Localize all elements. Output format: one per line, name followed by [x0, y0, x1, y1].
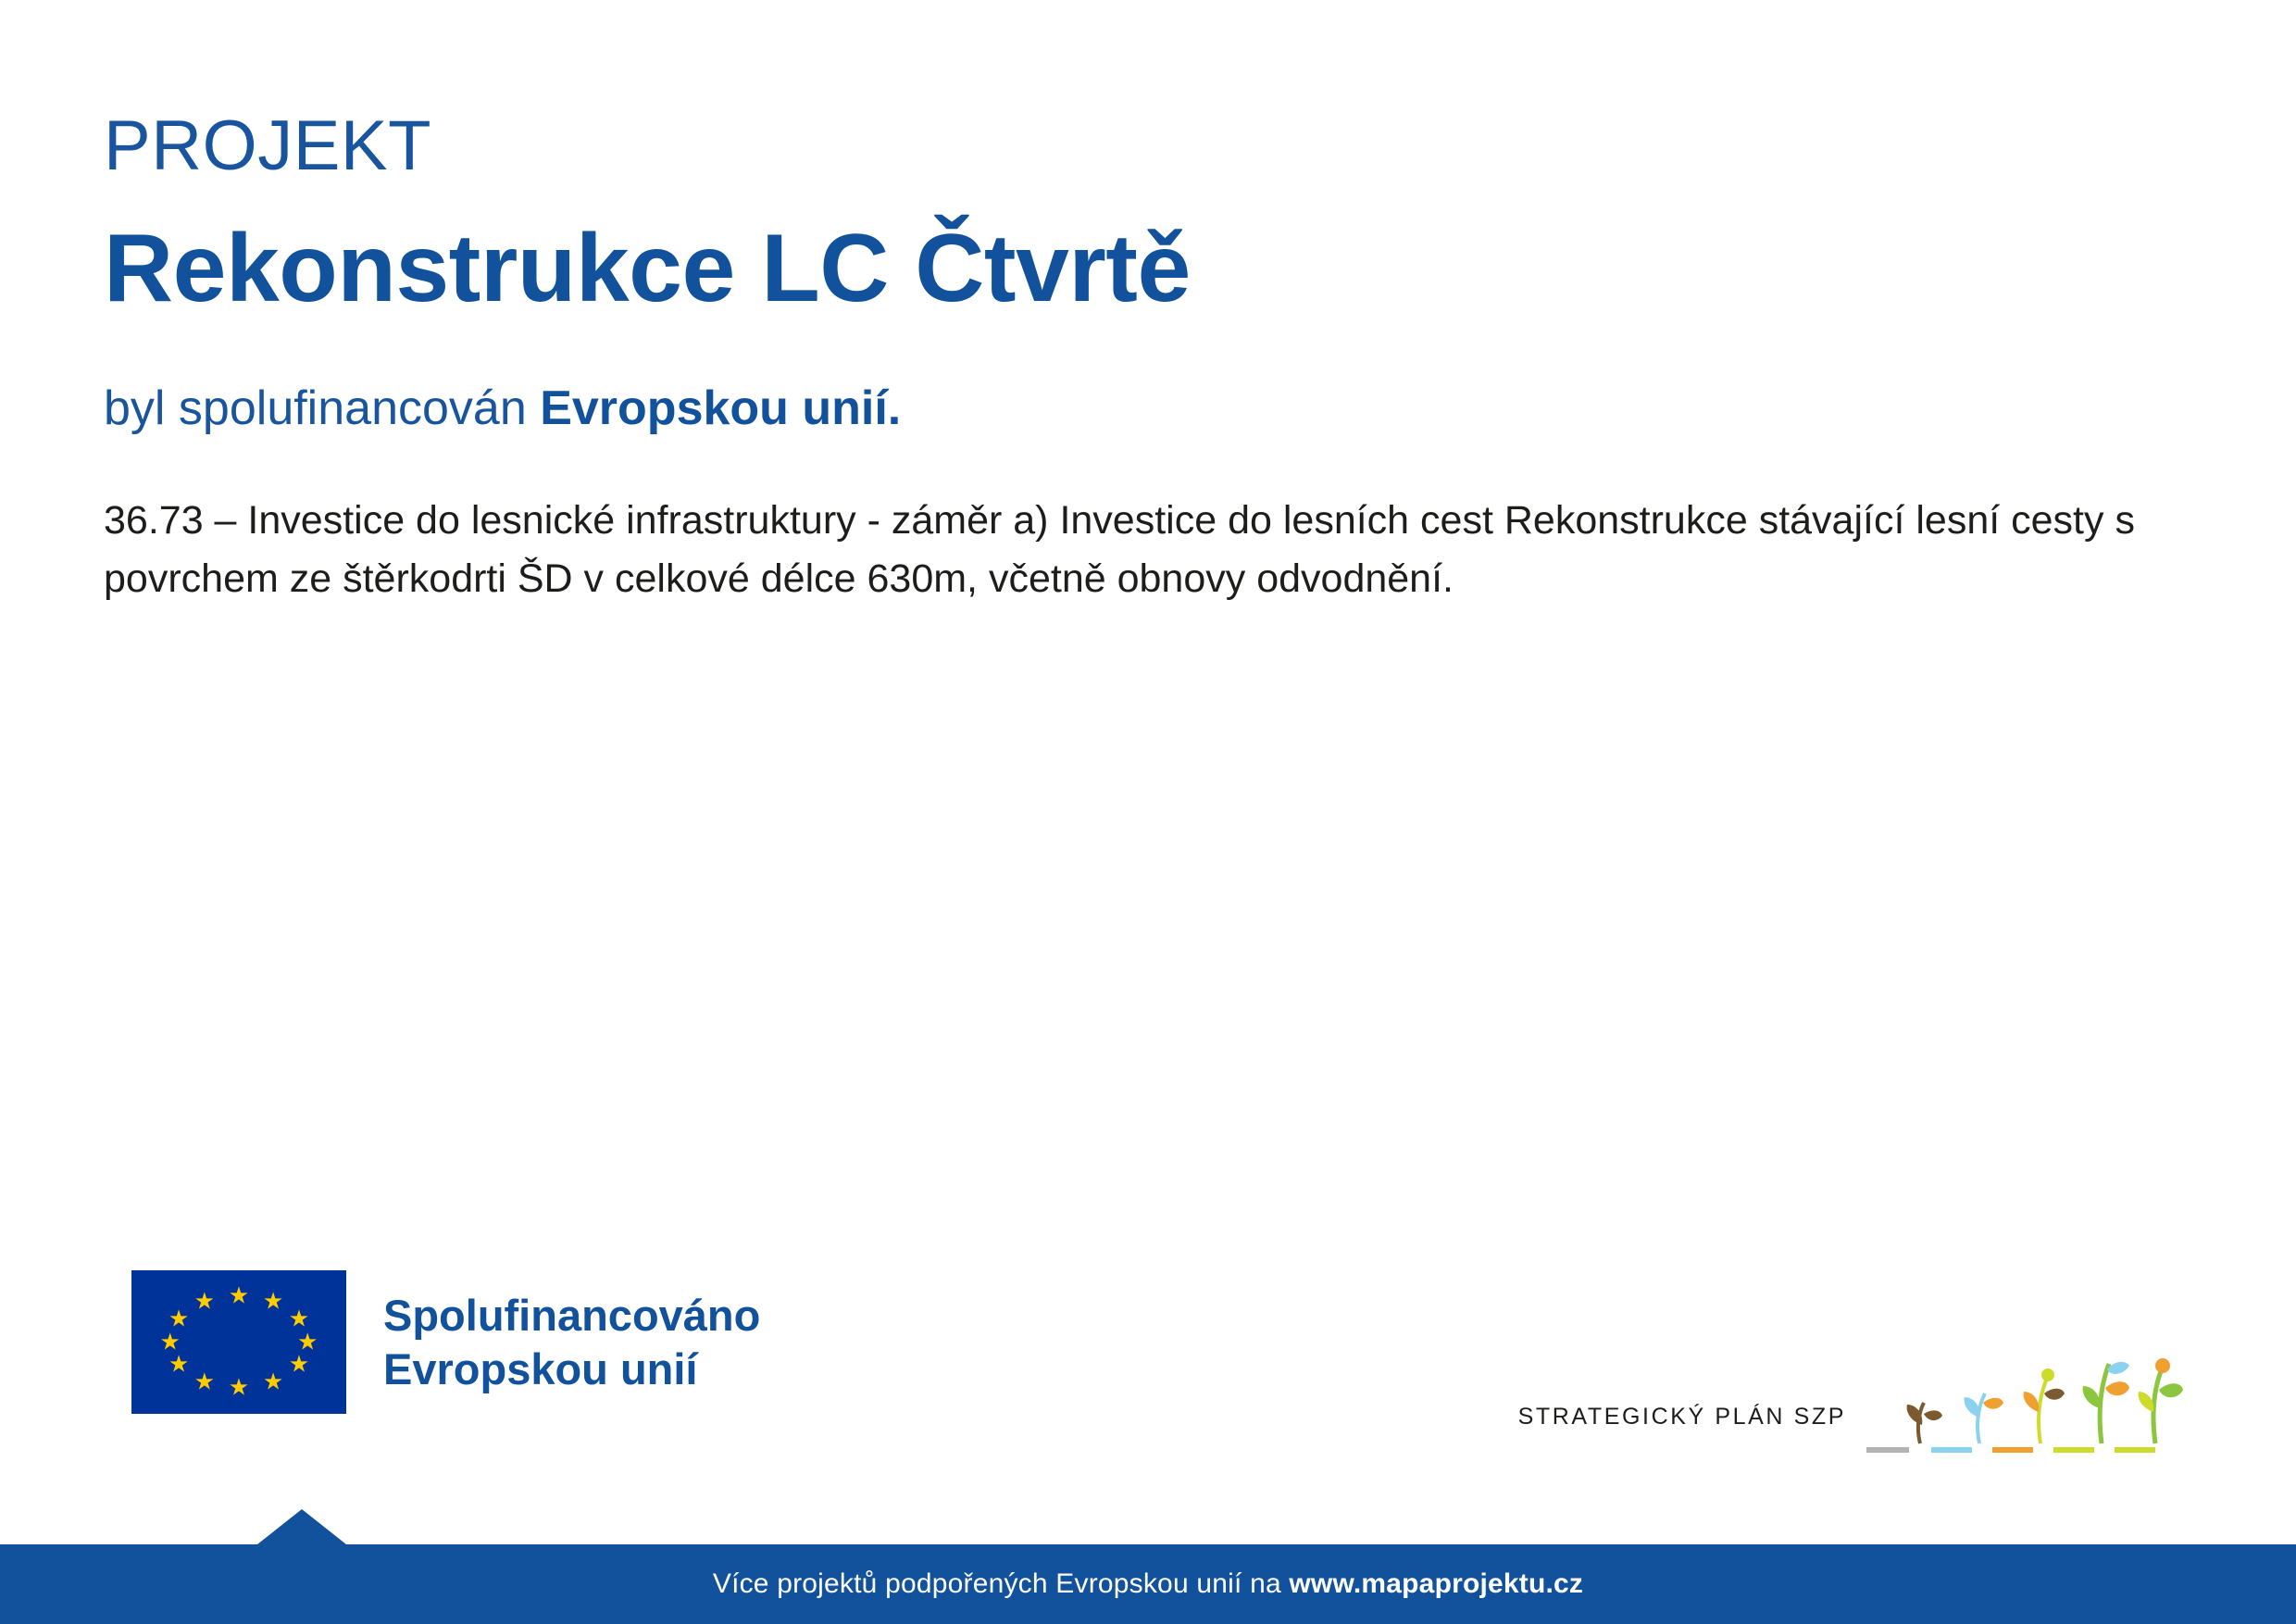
funding-statement-prefix: byl spolufinancován	[104, 381, 541, 436]
eu-star: ★	[262, 1368, 284, 1395]
eu-star: ★	[168, 1305, 190, 1332]
footer-text	[713, 1568, 1583, 1600]
page-title: Rekonstrukce LC Čtvrtě	[104, 214, 1191, 322]
project-description: 36.73 – Investice do lesnické infrastruktury - záměr a) Investice do lesních cest Rekonstrukce stávající lesní cesty s povrchem ze štěrkodrti ŠD v celkové délce 630m, včetně obnovy odvodnění.	[104, 497, 2135, 602]
eu-star: ★	[297, 1329, 318, 1355]
eu-star: ★	[262, 1288, 284, 1315]
eu-cofinanced-logo	[131, 1270, 760, 1414]
footer-bar	[0, 1544, 2296, 1624]
eu-star: ★	[228, 1374, 250, 1401]
text-content-block	[104, 106, 2196, 609]
plants-sprouts-icon	[1863, 1347, 2187, 1486]
eu-star: ★	[193, 1288, 216, 1315]
eu-star: ★	[288, 1305, 310, 1332]
page-kicker: PROJEKT	[104, 106, 431, 185]
footer-notch	[257, 1509, 346, 1544]
eu-flag-icon	[131, 1270, 346, 1414]
funding-statement	[104, 380, 2196, 437]
eu-star: ★	[228, 1282, 250, 1309]
eu-star: ★	[288, 1351, 310, 1378]
eu-logo-line1: Spolufinancováno	[383, 1291, 761, 1341]
eu-logo-text	[383, 1289, 760, 1395]
strategic-plan-label: STRATEGICKÝ PLÁN SZP	[1517, 1403, 1846, 1430]
eu-star: ★	[159, 1329, 181, 1355]
eu-star: ★	[193, 1368, 216, 1395]
eu-logo-line2: Evropskou unií	[383, 1343, 698, 1393]
footer-url[interactable]: www.mapaprojektu.cz	[1289, 1568, 1584, 1599]
eu-star: ★	[168, 1351, 190, 1378]
strategic-plan-logo	[1518, 1347, 2187, 1486]
footer-text-prefix: Více projektů podpořených Evropskou unií na	[712, 1568, 1290, 1599]
funding-statement-emphasis: Evropskou unií.	[540, 381, 902, 436]
